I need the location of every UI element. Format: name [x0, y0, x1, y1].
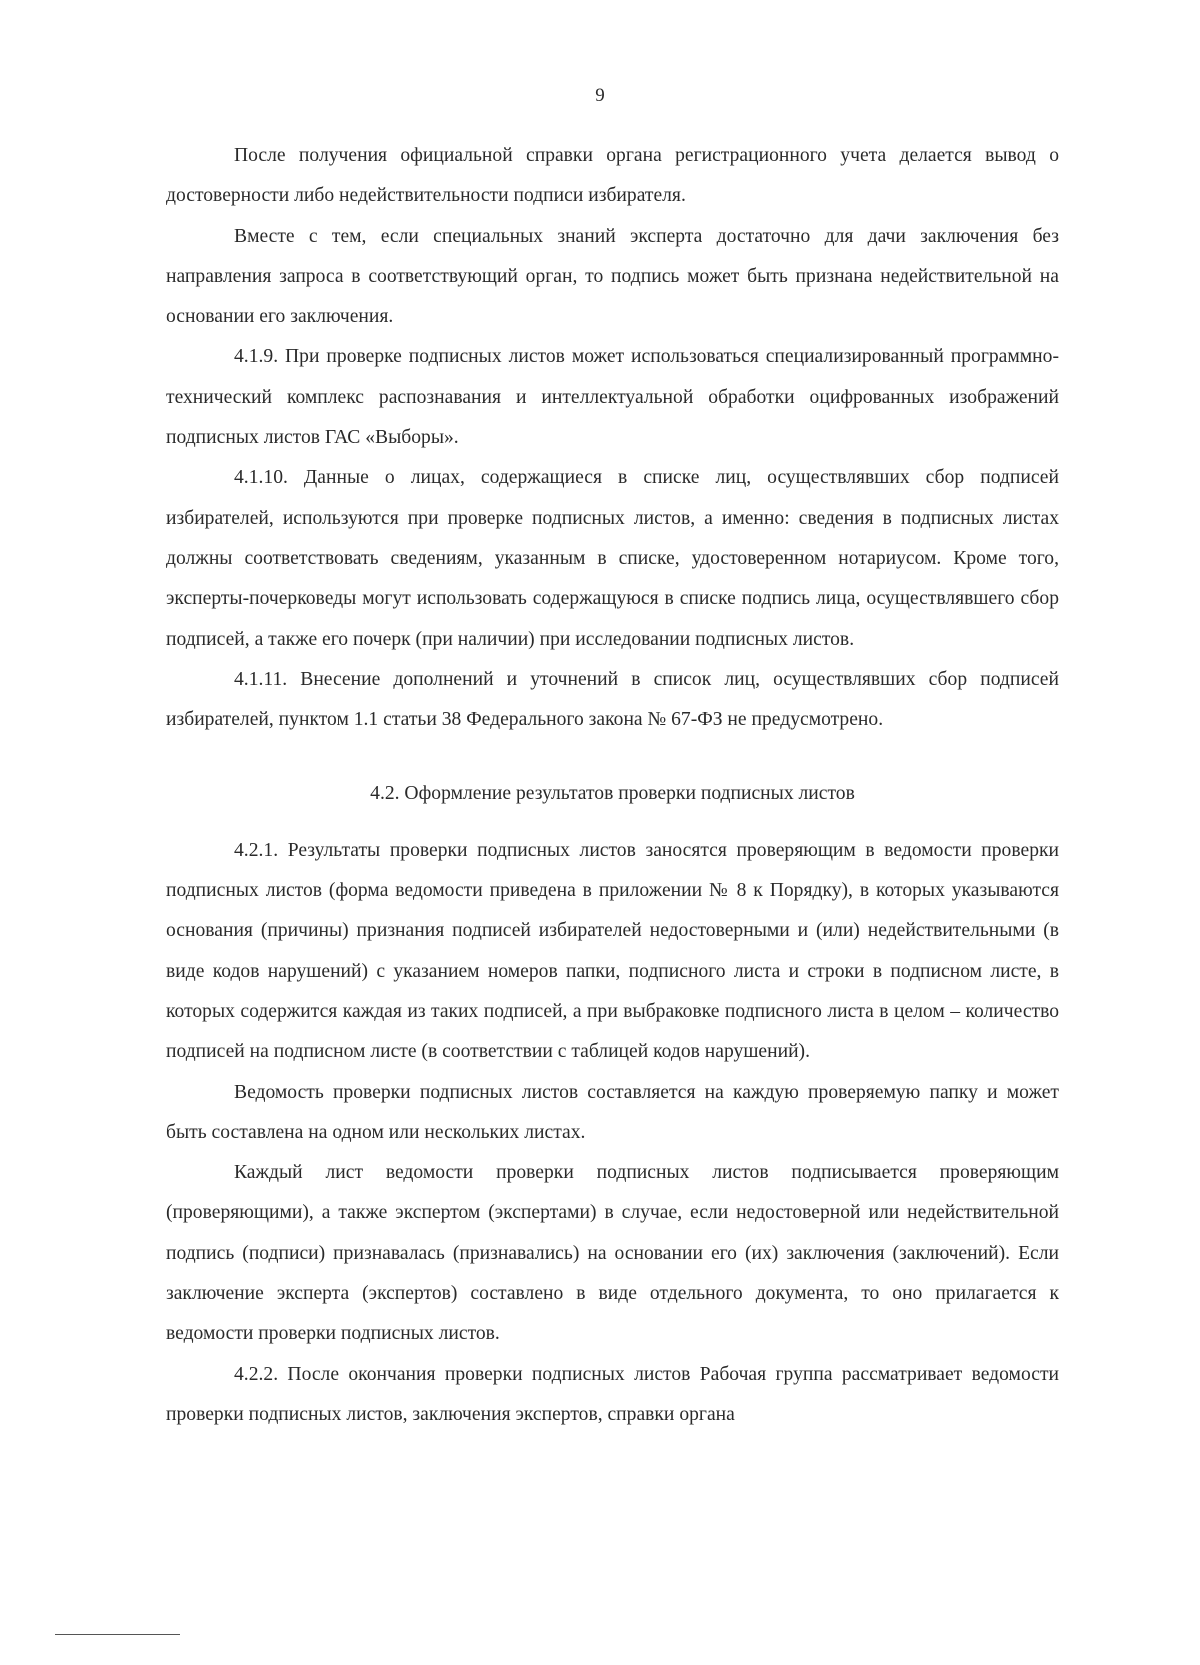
paragraph: Каждый лист ведомости проверки подписных листов подписывается проверяющим (проверяющими), а также экспертом (экспертами) в случае, если недостоверной или недействительной подпись (подписи) признавалась (признавались) на основании его (их) заключения (заключений). Если заключение эксперта (экспертов) составлено в виде отдельного документа, то оно прилагается к ведомости проверки подписных листов. — [166, 1162, 1059, 1345]
document-body — [166, 136, 1059, 1435]
paragraph: 4.1.10. Данные о лицах, содержащиеся в списке лиц, осуществлявших сбор подписей избирателей, используются при проверке подписных листов, а именно: сведения в подписных листах должны соответствовать сведениям, указанным в списке, удостоверенном нотариусом. Кроме того, эксперты-почерковеды могут использовать содержащуюся в списке подпись лица, осуществлявшего сбор подписей, а также его почерк (при наличии) при исследовании подписных листов. — [166, 467, 1059, 650]
paragraph: Вместе с тем, если специальных знаний эксперта достаточно для дачи заключения без направления запроса в соответствующий орган, то подпись может быть признана недействительной на основании его заключения. — [166, 225, 1059, 328]
paragraph: Ведомость проверки подписных листов составляется на каждую проверяемую папку и может быть составлена на одном или нескольких листах. — [166, 1081, 1059, 1143]
paragraph: 4.2.2. После окончания проверки подписных листов Рабочая группа рассматривает ведомости проверки подписных листов, заключения экспертов, справки органа — [166, 1363, 1059, 1425]
paragraph: 4.1.9. При проверке подписных листов может использоваться специализированный программно-технический комплекс распознавания и интеллектуальной обработки оцифрованных изображений подписных листов ГАС «Выборы». — [166, 346, 1059, 449]
footnote-separator — [55, 1634, 180, 1635]
paragraph: 4.1.11. Внесение дополнений и уточнений в список лиц, осуществлявших сбор подписей избирателей, пунктом 1.1 статьи 38 Федерального закона № 67-ФЗ не предусмотрено. — [166, 668, 1059, 731]
paragraph: После получения официальной справки органа регистрационного учета делается вывод о достоверности либо недействительности подписи избирателя. — [166, 145, 1059, 207]
paragraph: 4.2.1. Результаты проверки подписных листов заносятся проверяющим в ведомости проверки подписных листов (форма ведомости приведена в приложении № 8 к Порядку), в которых указываются основания (причины) признания подписей избирателей недостоверными и (или) недействительными (в виде кодов нарушений) с указанием номеров папки, подписного листа и строки в подписном листе, в которых содержится каждая из таких подписей, а при выбраковке подписного листа в целом – количество подписей на подписном листе (в соответствии с таблицей кодов нарушений). — [166, 839, 1059, 1063]
section-heading: 4.2. Оформление результатов проверки подписных листов — [370, 783, 855, 805]
page-number: 9 — [595, 85, 605, 106]
